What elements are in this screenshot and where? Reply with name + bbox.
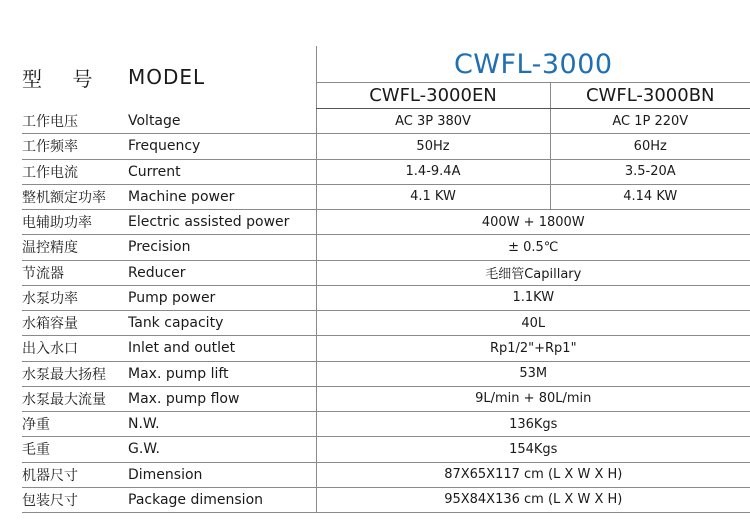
- spec-value-en-model: AC 3P 380V: [316, 109, 550, 134]
- spec-value-shared: 53M: [316, 361, 750, 386]
- variant-name-bn: CWFL-3000BN: [550, 83, 750, 109]
- spec-row: [22, 184, 750, 209]
- spec-label-en: Machine power: [128, 184, 316, 209]
- spec-label-cn: 水泵功率: [22, 285, 128, 310]
- spec-row: [22, 260, 750, 285]
- spec-value-bn-model: 60Hz: [550, 134, 750, 159]
- spec-value-shared: 40L: [316, 311, 750, 336]
- spec-value-shared: 400W + 1800W: [316, 210, 750, 235]
- spec-row: [22, 336, 750, 361]
- spec-row: [22, 386, 750, 411]
- spec-value-shared: ± 0.5℃: [316, 235, 750, 260]
- spec-value-shared: 136Kgs: [316, 412, 750, 437]
- spec-label-en: Current: [128, 159, 316, 184]
- spec-value-shared: 87X65X117 cm (L X W X H): [316, 462, 750, 487]
- spec-row: [22, 462, 750, 487]
- spec-row: [22, 109, 750, 134]
- spec-row: [22, 285, 750, 310]
- spec-row: [22, 159, 750, 184]
- spec-label-cn: 水箱容量: [22, 311, 128, 336]
- spec-label-en: G.W.: [128, 437, 316, 462]
- spec-label-cn: 包装尺寸: [22, 487, 128, 512]
- spec-value-en-model: 50Hz: [316, 134, 550, 159]
- spec-label-cn: 水泵最大流量: [22, 386, 128, 411]
- spec-row: [22, 210, 750, 235]
- spec-value-en-model: 1.4-9.4A: [316, 159, 550, 184]
- spec-value-shared: Rp1/2"+Rp1": [316, 336, 750, 361]
- spec-value-shared: 154Kgs: [316, 437, 750, 462]
- spec-label-en: Max. pump lift: [128, 361, 316, 386]
- spec-row: [22, 311, 750, 336]
- model-header-row: [22, 46, 750, 83]
- spec-label-cn: 工作电压: [22, 109, 128, 134]
- spec-table: [22, 46, 750, 513]
- spec-label-en: Pump power: [128, 285, 316, 310]
- spec-label-cn: 机器尺寸: [22, 462, 128, 487]
- spec-value-shared: 1.1KW: [316, 285, 750, 310]
- model-label-cn: 型 号: [22, 66, 105, 91]
- spec-row: [22, 412, 750, 437]
- spec-label-en: Frequency: [128, 134, 316, 159]
- spec-label-cn: 整机额定功率: [22, 184, 128, 209]
- variant-name-en: CWFL-3000EN: [316, 83, 550, 109]
- spec-label-en: Electric assisted power: [128, 210, 316, 235]
- spec-label-en: N.W.: [128, 412, 316, 437]
- spec-label-cn: 节流器: [22, 260, 128, 285]
- spec-row: [22, 235, 750, 260]
- spec-value-bn-model: AC 1P 220V: [550, 109, 750, 134]
- spec-label-cn: 毛重: [22, 437, 128, 462]
- spec-row: [22, 134, 750, 159]
- spec-value-shared: 9L/min + 80L/min: [316, 386, 750, 411]
- spec-label-cn: 净重: [22, 412, 128, 437]
- series-title: CWFL-3000: [316, 46, 750, 83]
- spec-value-bn-model: 3.5-20A: [550, 159, 750, 184]
- spec-row: [22, 361, 750, 386]
- spec-label-en: Voltage: [128, 109, 316, 134]
- spec-label-cn: 温控精度: [22, 235, 128, 260]
- spec-label-en: Package dimension: [128, 487, 316, 512]
- spec-label-en: Tank capacity: [128, 311, 316, 336]
- spec-label-cn: 电辅助功率: [22, 210, 128, 235]
- spec-label-cn: 水泵最大扬程: [22, 361, 128, 386]
- spec-value-shared: 毛细管Capillary: [316, 260, 750, 285]
- model-label-en: MODEL: [128, 65, 206, 90]
- spec-label-cn: 出入水口: [22, 336, 128, 361]
- spec-label-en: Max. pump flow: [128, 386, 316, 411]
- spec-value-en-model: 4.1 KW: [316, 184, 550, 209]
- spec-label-cn: 工作电流: [22, 159, 128, 184]
- spec-row: [22, 437, 750, 462]
- spec-row: [22, 487, 750, 512]
- spec-label-en: Reducer: [128, 260, 316, 285]
- spec-label-en: Dimension: [128, 462, 316, 487]
- spec-label-en: Precision: [128, 235, 316, 260]
- spec-label-en: Inlet and outlet: [128, 336, 316, 361]
- spec-label-cn: 工作频率: [22, 134, 128, 159]
- spec-value-shared: 95X84X136 cm (L X W X H): [316, 487, 750, 512]
- spec-value-bn-model: 4.14 KW: [550, 184, 750, 209]
